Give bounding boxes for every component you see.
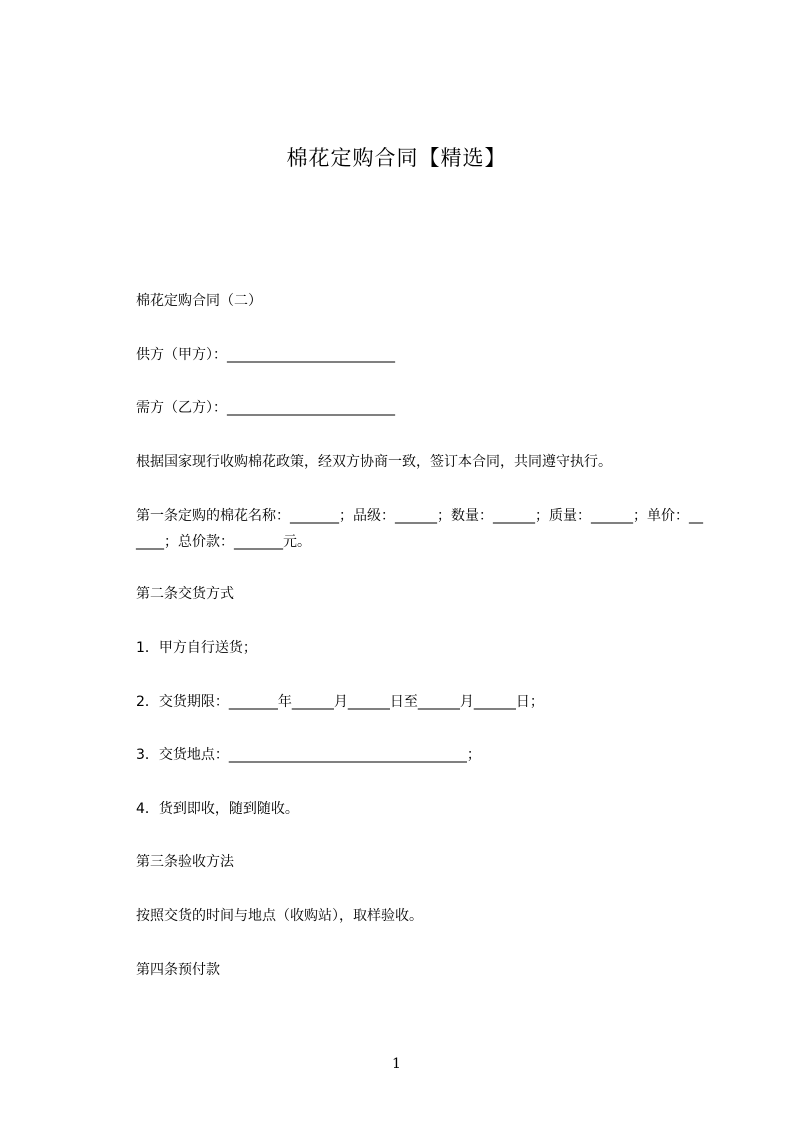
article-two-heading: 第二条交货方式	[136, 586, 234, 602]
page-number: 1	[392, 1056, 401, 1072]
article-three-heading: 第三条验收方法	[136, 854, 234, 870]
article-one-paragraph: 第一条定购的棉花名称：_______；品级：______；数量：______；质量：______；单价：______；总价款：_______元。	[136, 508, 703, 550]
document-title: 棉花定购合同【精选】	[286, 146, 507, 170]
inspection-paragraph: 按照交货的时间与地点（收购站），取样验收。	[136, 908, 423, 924]
contract-subtitle: 棉花定购合同（二）	[136, 293, 262, 309]
delivery-item-2: 2．交货期限：_______年______月______日至______月______日；	[136, 694, 544, 710]
delivery-item-1: 1．甲方自行送货；	[136, 640, 257, 656]
preamble-paragraph: 根据国家现行收购棉花政策，经双方协商一致，签订本合同，共同遵守执行。	[136, 454, 612, 470]
supplier-line: 供方（甲方）：________________________	[136, 347, 395, 363]
delivery-item-4: 4．货到即收，随到随收。	[136, 801, 299, 817]
article-four-heading: 第四条预付款	[136, 962, 220, 978]
buyer-line: 需方（乙方）：________________________	[136, 400, 395, 416]
delivery-item-3: 3．交货地点：__________________________________；	[136, 747, 481, 763]
